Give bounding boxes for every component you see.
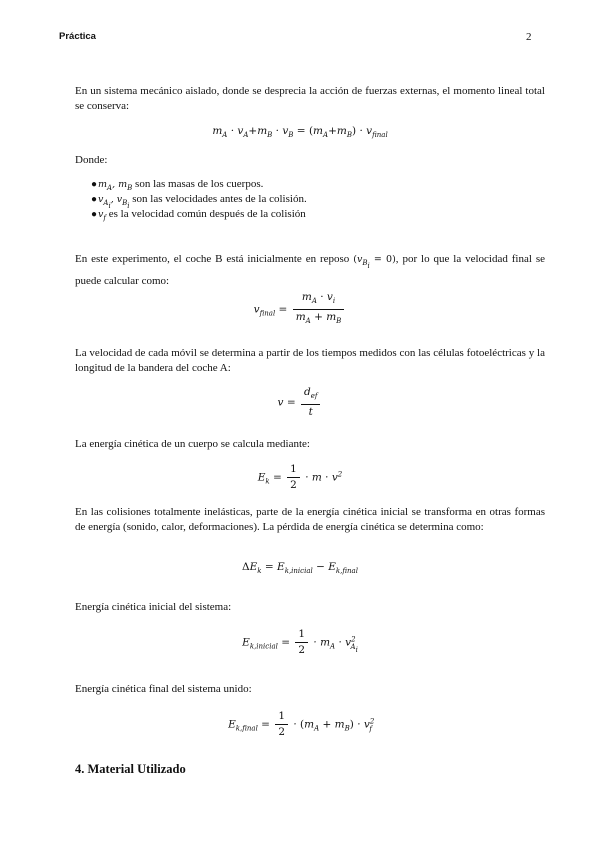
list-item: ● $v_{A_i}$, $v_{B_i}$ son las velocidades antes de la colisión. <box>91 193 307 210</box>
kinetic-energy-equation: $E_k$ = $\frac{1}{2}$ · $m \cdot v^2$ <box>257 463 343 491</box>
energy-loss-equation: $\Delta E_k = E_{k,inicial} - E_{k,final}$ <box>242 561 358 575</box>
page-header-title: Práctica <box>59 31 96 42</box>
bullet-text: es la velocidad común después de la colisión <box>108 208 306 220</box>
final-energy-label: Energía cinética final del sistema unido: <box>75 683 252 695</box>
intro-paragraph: En un sistema mecánico aislado, donde se desprecia la acción de fuerzas externas, el momento lineal total se conserva: <box>75 85 545 112</box>
list-item: ● $v_f$ es la velocidad común después de la colisión <box>91 208 306 222</box>
final-velocity-equation: $v_{final}$ = $\frac{m_A \cdot v_i}{m_A + m_B}$ <box>0 291 600 328</box>
kinetic-paragraph: La energía cinética de un cuerpo se calcula mediante: <box>75 438 310 450</box>
definitions-list <box>75 177 545 222</box>
bullet-text: son las masas de los cuerpos. <box>135 178 264 190</box>
bullet-icon: ● <box>91 209 98 220</box>
list-item: ● $m_A$, $m_B$ son las masas de los cuerpos. <box>91 178 264 192</box>
initial-energy-equation: $E_{k,inicial}$ = $\frac{1}{2}$ · $m_A \cdot v^2_{A_i}$ <box>242 628 358 656</box>
section-heading: 4. Material Utilizado <box>75 762 186 776</box>
bullet-icon: ● <box>91 179 98 190</box>
page-number: 2 <box>526 31 532 43</box>
velocity-paragraph: La velocidad de cada móvil se determina a partir de los tiempos medidos con las células fotoeléctricas y la longitud de la bandera del coche A: <box>75 347 545 374</box>
momentum-equation: $m_A \cdot v_A+m_B \cdot v_B = (m_A+m_B) \cdot v_{final}$ <box>212 125 388 139</box>
velocity-equation: v = $\frac{d_{ef}}{t}$ <box>0 386 600 419</box>
bullet-text: son las velocidades antes de la colisión. <box>132 193 307 205</box>
bullet-icon: ● <box>91 194 98 205</box>
final-energy-equation: $E_{k,final}$ = $\frac{1}{2}$ · $(m_A + m_B) \cdot v^2_f$ <box>228 710 375 738</box>
inelastic-paragraph: En las colisiones totalmente inelásticas, parte de la energía cinética inicial se transforma en otras formas de energía (sonido, calor, deformaciones). La pérdida de energía cinética se determina como: <box>75 506 545 533</box>
experiment-paragraph: En este experimento, el coche B está inicialmente en reposo $(v_{B_i} = 0)$, por lo que la velocidad final se puede calcular como: <box>75 253 545 287</box>
where-label: Donde: <box>75 154 108 166</box>
initial-energy-label: Energía cinética inicial del sistema: <box>75 601 232 613</box>
